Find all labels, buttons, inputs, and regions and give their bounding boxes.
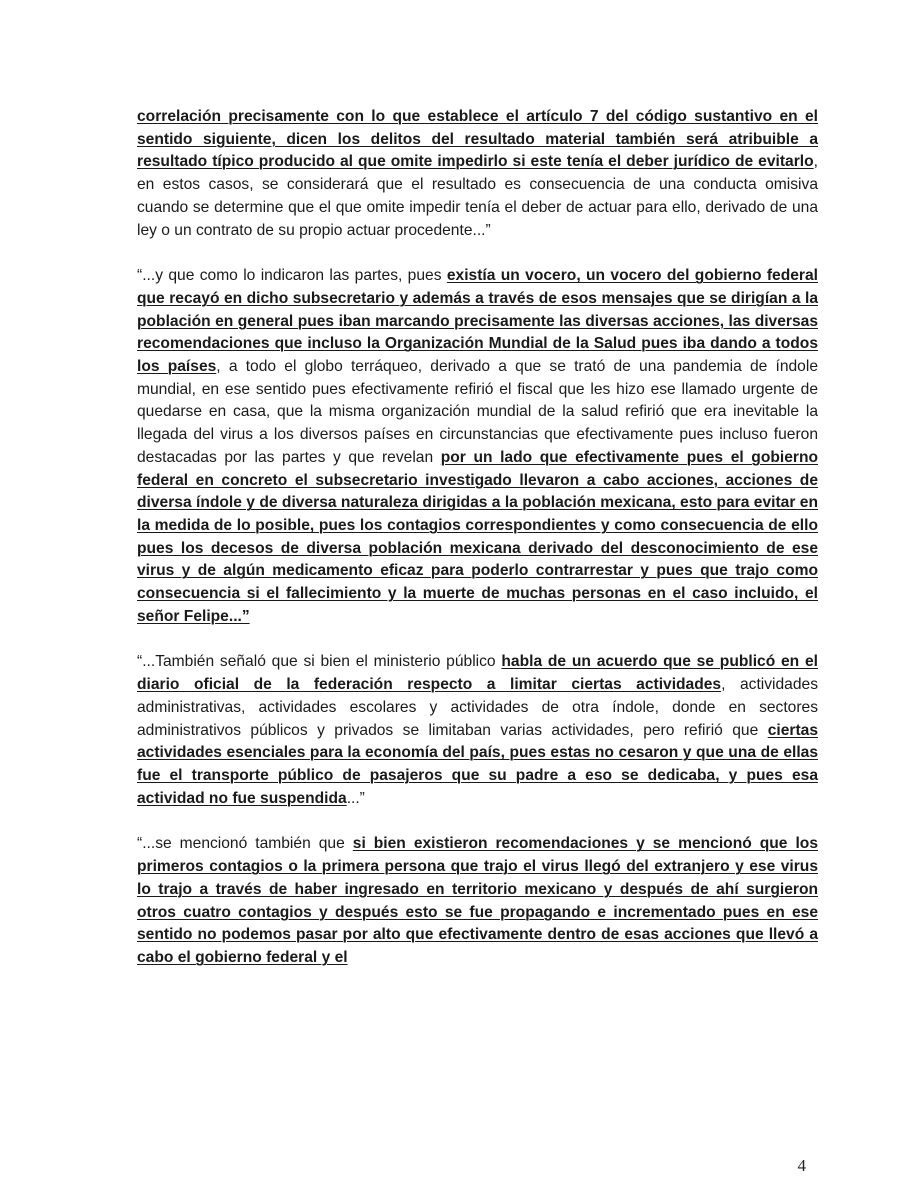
emphasized-text: por un lado que efectivamente pues el gobierno federal en concreto el subsecretario investigado llevaron a cabo acciones, acciones de diversa índole y de diversa naturaleza dirigidas a la población mexicana, esto para evitar en la medida de lo posible, pues los contagios correspondientes y como consecuencia de ello pues los decesos de diversa población mexicana derivado del desconocimiento de ese virus y de algún medicamento eficaz para poderlo contrarrestar y pues que trajo como consecuencia si el fallecimiento y la muerte de muchas personas en el caso incluido, el señor Felipe...”	[137, 448, 818, 625]
emphasized-text: correlación precisamente con lo que establece el artículo 7 del código sustantivo en el sentido siguiente, dicen los delitos del resultado material también será atribuible a resultado típico producido al que omite impedirlo si este tenía el deber jurídico de evitarlo	[137, 108, 818, 171]
plain-text: “...y que como lo indicaron las partes, pues	[137, 267, 447, 285]
plain-text: “...También señaló que si bien el ministerio público	[137, 653, 502, 671]
plain-text: , a todo el globo terráqueo, derivado a que se trató de una pandemia de índole mundial, en ese sentido pues efectivamente refirió el fiscal que les hizo ese llamado urgente de quedarse en casa, que la misma organización mundial de la salud refirió que era inevitable la llegada del virus a los diversos países en circunstancias que efectivamente pues incluso fueron destacadas por las partes y que revelan	[137, 358, 818, 466]
page-number: 4	[797, 1156, 806, 1175]
plain-text: , actividades administrativas, actividades escolares y actividades de otra índole, donde en sectores administrativos públicos y privados se limitaban varias actividades, pero refirió que	[137, 676, 818, 739]
document-body	[137, 106, 818, 993]
emphasized-text: si bien existieron recomendaciones y se mencionó que los primeros contagios o la primera persona que trajo el virus llegó del extranjero y ese virus lo trajo a través de haber ingresado en territorio mexicano y después de ahí surgieron otros cuatro contagios y después esto se fue propagando e incrementado pues en ese sentido no podemos pasar por alto que efectivamente dentro de esas acciones que llevó a cabo el gobierno federal y el	[137, 835, 818, 966]
paragraph-3	[137, 651, 818, 810]
emphasized-text: existía un vocero, un vocero del gobierno federal que recayó en dicho subsecretario y además a través de esos mensajes que se dirigían a la población en general pues iban marcando precisamente las diversas acciones, las diversas recomendaciones que incluso la Organización Mundial de la Salud pues iba dando a todos los países	[137, 267, 818, 376]
plain-text: “...se mencionó también que	[137, 835, 353, 853]
plain-text: , en estos casos, se considerará que el resultado es consecuencia de una conducta omisiva cuando se determine que el que omite impedir tenía el deber de actuar para ello, derivado de una ley o un contrato de su propio actuar procedente...”	[137, 153, 818, 239]
emphasized-text: ciertas actividades esenciales para la economía del país, pues estas no cesaron y que una de ellas fue el transporte público de pasajeros que su padre a eso se dedicaba, y pues esa actividad no fue suspendida	[137, 721, 818, 807]
paragraph-2	[137, 265, 818, 628]
emphasized-text: habla de un acuerdo que se publicó en el diario oficial de la federación respecto a limitar ciertas actividades	[137, 653, 818, 694]
paragraph-4	[137, 833, 818, 969]
paragraph-1	[137, 106, 818, 242]
plain-text: ...”	[346, 789, 365, 807]
